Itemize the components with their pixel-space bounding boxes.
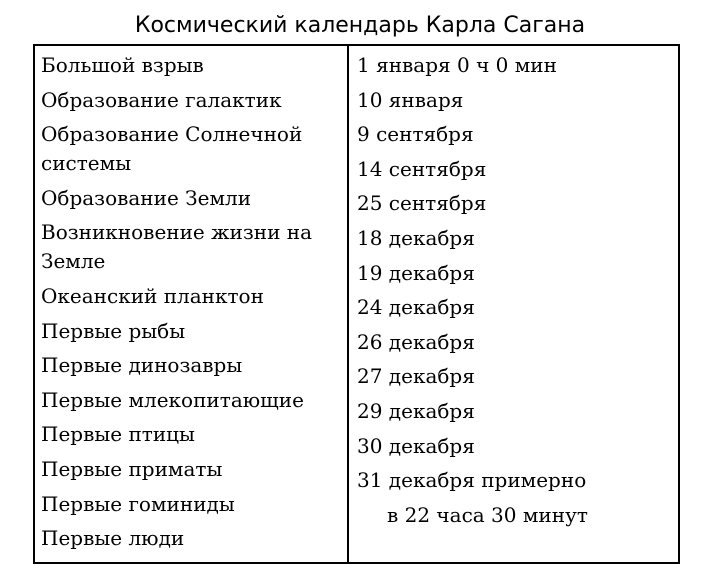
date-text: 26 декабря bbox=[357, 329, 475, 354]
event-text: Первые гоминиды bbox=[41, 491, 235, 516]
event-text: системы bbox=[41, 151, 132, 176]
column-divider bbox=[347, 44, 349, 564]
slide-title: Космический календарь Карла Сагана bbox=[134, 13, 586, 38]
date-text: в 22 часа 30 минут bbox=[387, 502, 588, 527]
date-text: 9 сентября bbox=[357, 122, 474, 147]
event-text: Океанский планктон bbox=[41, 283, 264, 308]
event-text: Первые рыбы bbox=[41, 318, 186, 343]
date-text: 31 декабря примерно bbox=[357, 468, 587, 493]
event-text: Возникновение жизни на bbox=[41, 220, 313, 245]
event-text: Первые динозавры bbox=[41, 353, 243, 378]
event-text: Образование Солнечной bbox=[41, 122, 303, 147]
event-text: Земле bbox=[41, 249, 106, 274]
date-text: 25 сентября bbox=[357, 191, 487, 216]
event-text: Первые приматы bbox=[41, 456, 223, 481]
date-text: 1 января 0 ч 0 мин bbox=[357, 53, 557, 77]
event-text: Большой взрыв bbox=[41, 53, 204, 77]
events-column bbox=[41, 48, 341, 556]
date-text: 18 декабря bbox=[357, 225, 475, 250]
date-text: 30 декабря bbox=[357, 433, 475, 458]
event-text: Первые млекопитающие bbox=[41, 387, 304, 412]
event-text: Первые птицы bbox=[41, 422, 195, 447]
date-text: 10 января bbox=[357, 87, 464, 112]
event-text: Образование галактик bbox=[41, 87, 282, 112]
event-text: Образование Земли bbox=[41, 185, 252, 210]
dates-column bbox=[357, 48, 677, 532]
date-text: 14 сентября bbox=[357, 156, 487, 181]
date-text: 27 декабря bbox=[357, 364, 475, 389]
date-text: 29 декабря bbox=[357, 398, 475, 423]
date-text: 24 декабря bbox=[357, 295, 475, 320]
event-text: Первые люди bbox=[41, 526, 185, 551]
date-text: 19 декабря bbox=[357, 260, 475, 285]
